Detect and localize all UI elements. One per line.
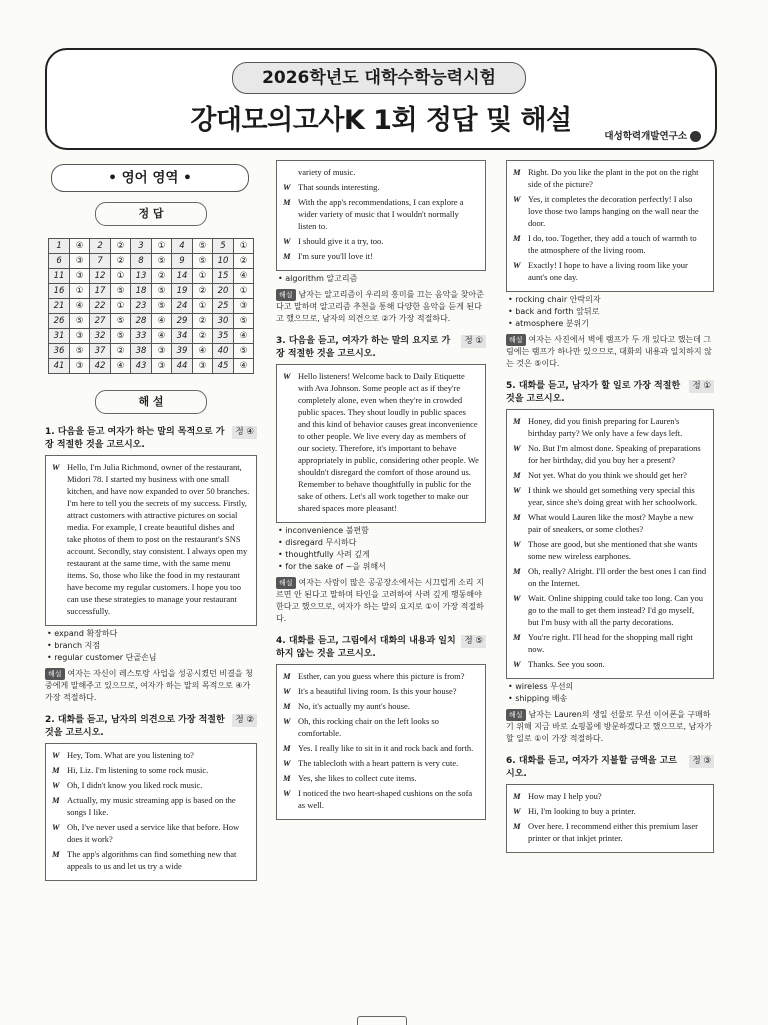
question-number: 12	[89, 269, 110, 284]
speaker-label: W	[52, 462, 60, 472]
explanation-tag: 해설	[276, 289, 296, 301]
dialogue-text: variety of music.	[298, 167, 356, 177]
answer-choice: ①	[234, 284, 254, 299]
dialogue-text: I think we should get something very special this year, since she's doing great with her schoolwork.	[528, 485, 698, 507]
dialogue-line	[513, 442, 707, 466]
dialogue-line	[513, 469, 707, 481]
dialogue-line	[513, 484, 707, 508]
dialogue-line	[513, 538, 707, 562]
dialogue-text: Yes, she likes to collect cute items.	[298, 773, 417, 783]
question-number: 15	[212, 269, 233, 284]
dialogue-text: Thanks. See you soon.	[528, 659, 605, 669]
dialogue-text: Wait. Online shipping could take too long. Can you go to the mall to get them instead? I'd go myself, but I'm busy with all the party decorations.	[528, 593, 703, 627]
question-number: 21	[49, 299, 70, 314]
institute-label	[604, 128, 701, 142]
speaker-label: W	[283, 371, 291, 381]
institute-name: 대성학력개발연구소	[604, 131, 687, 142]
answer-choice: ①	[152, 239, 172, 254]
column-2	[276, 160, 486, 820]
answer-heading: 정 답	[95, 202, 207, 226]
dialogue-text: Right. Do you like the plant in the pot on the right side of the picture?	[528, 167, 699, 189]
speaker-label: M	[513, 167, 521, 177]
answer-mark: 정 ①	[461, 335, 486, 348]
speaker-label: W	[513, 443, 521, 453]
question-number: 5	[212, 239, 233, 254]
question-number: 17	[89, 284, 110, 299]
dialogue-line	[513, 592, 707, 628]
answer-choice: ②	[193, 329, 213, 344]
question-number: 19	[171, 284, 192, 299]
answer-row	[49, 329, 254, 344]
vocab-item: • back and forth 앞뒤로	[508, 306, 714, 318]
answer-row	[49, 344, 254, 359]
vocab-item: • shipping 배송	[508, 693, 714, 705]
answer-choice: ⑤	[193, 239, 213, 254]
script-box	[276, 364, 486, 523]
dialogue-line	[283, 757, 479, 769]
dialogue-text: Esther, can you guess where this picture is from?	[298, 671, 465, 681]
dialogue-line	[283, 250, 479, 262]
dialogue-text: Those are good, but she mentioned that she wants some new wireless earphones.	[528, 539, 698, 561]
speaker-label: M	[513, 791, 521, 801]
question-5	[506, 380, 714, 745]
dialogue-line	[513, 805, 707, 817]
header-box	[45, 48, 717, 150]
speaker-label: M	[283, 251, 291, 261]
speaker-label: W	[513, 593, 521, 603]
question-number: 3	[130, 239, 151, 254]
dialogue-text: Honey, did you finish preparing for Lauren's birthday party? We only have a few days left.	[528, 416, 683, 438]
question-6	[506, 755, 714, 853]
answer-choice: ③	[152, 359, 172, 374]
question-number: 9	[171, 254, 192, 269]
vocab-item: • algorithm 알고리즘	[278, 273, 486, 285]
answer-choice: ②	[234, 254, 254, 269]
speaker-label: W	[513, 485, 521, 495]
vocab-item: • for the sake of ~을 위해서	[278, 561, 486, 573]
dialogue-line	[283, 235, 479, 247]
answer-choice: ④	[152, 329, 172, 344]
question-number: 10	[212, 254, 233, 269]
question-number: 43	[130, 359, 151, 374]
dialogue-line	[283, 181, 479, 193]
vocab-item: • expand 확장하다	[47, 628, 257, 640]
vocab-item: • rocking chair 안락의자	[508, 294, 714, 306]
answer-mark: 정 ①	[689, 380, 714, 393]
question-number: 8	[130, 254, 151, 269]
dialogue-text: Oh, I didn't know you liked rock music.	[67, 780, 203, 790]
explanation-text: 해설 여자는 사람이 많은 공공장소에서는 시끄럽게 소리 지르면 안 된다고 말하며 타인을 고려하여 사려 깊게 행동해야 한다고 했으므로, 여자가 하는 말의 요지로 ①이 가장 적절하다.	[276, 578, 484, 623]
answer-choice: ①	[70, 284, 90, 299]
question-number: 41	[49, 359, 70, 374]
dialogue-line	[513, 166, 707, 190]
question-number: 29	[171, 314, 192, 329]
answer-mark: 정 ⑤	[461, 635, 486, 648]
answer-choice: ③	[70, 254, 90, 269]
dialogue-text: Hello listeners! Welcome back to Daily Etiquette with Ava Johnson. Some people act as if they're completely alone, even when they're in crowded public spaces. They shout loudly in public spaces and this kind of behavior causes great inconvenience to other people. We live every day as members of our society. Therefore, it's important to behave appropriately in public, considering other people. We shouldn't disregard the comfort of those around us. Remember to behave thoughtfully in public for the sake of others. Let's all work together to make our shared spaces more pleasant!	[298, 371, 479, 513]
dialogue-line	[283, 700, 479, 712]
vocab-item: • regular customer 단골손님	[47, 652, 257, 664]
vocab-item: • thoughtfully 사려 깊게	[278, 549, 486, 561]
explanation-tag: 해설	[45, 668, 65, 680]
question-number: 13	[130, 269, 151, 284]
speaker-label: M	[513, 470, 521, 480]
answer-row	[49, 359, 254, 374]
dialogue-line	[52, 848, 250, 872]
question-4	[276, 635, 486, 820]
answer-choice: ③	[152, 344, 172, 359]
answer-choice: ③	[193, 359, 213, 374]
dialogue-text: The app's algorithms can find something new that appeals to us and let us try a wide	[67, 849, 237, 871]
dialogue-line	[513, 631, 707, 655]
vocab-item: • wireless 무선의	[508, 681, 714, 693]
speaker-label: M	[513, 233, 521, 243]
dialogue-text: Oh, this rocking chair on the left looks so comfortable.	[298, 716, 439, 738]
answer-choice: ⑤	[70, 314, 90, 329]
answer-choice: ④	[193, 344, 213, 359]
dialogue-text: Oh, really? Alright. I'll order the best ones I can find on the Internet.	[528, 566, 707, 588]
script-box	[45, 743, 257, 881]
answer-choice: ①	[193, 299, 213, 314]
dialogue-line	[52, 779, 250, 791]
answer-choice: ⑤	[111, 314, 131, 329]
dialogue-text: Hi, Liz. I'm listening to some rock music.	[67, 765, 209, 775]
dialogue-text: Over here. I recommend either this premium laser printer or that inkjet printer.	[528, 821, 698, 843]
answer-choice: ②	[193, 314, 213, 329]
speaker-label: M	[283, 701, 291, 711]
answer-choice: ③	[234, 299, 254, 314]
question-number: 2	[89, 239, 110, 254]
answer-choice: ②	[111, 344, 131, 359]
explanation-heading: 해 설	[95, 390, 207, 414]
question-number: 33	[130, 329, 151, 344]
dialogue-text: Yes. I really like to sit in it and rock back and forth.	[298, 743, 474, 753]
question-number: 26	[49, 314, 70, 329]
speaker-label: W	[52, 822, 60, 832]
question-number: 6	[49, 254, 70, 269]
speaker-label: W	[513, 806, 521, 816]
answer-choice: ④	[70, 299, 90, 314]
question-number: 24	[171, 299, 192, 314]
question-number: 32	[89, 329, 110, 344]
dialogue-text: You're right. I'll head for the shopping mall right now.	[528, 632, 693, 654]
question-2-continued	[276, 160, 486, 325]
question-3	[276, 335, 486, 625]
question-number: 16	[49, 284, 70, 299]
answer-row	[49, 269, 254, 284]
answer-choice: ③	[70, 329, 90, 344]
dialogue-line	[513, 193, 707, 229]
script-box	[506, 409, 714, 679]
question-number: 44	[171, 359, 192, 374]
speaker-label: M	[283, 743, 291, 753]
explanation-text: 해설 여자는 사진에서 벽에 램프가 두 개 있다고 했는데 그림에는 램프가 하나만 있으므로, 대화의 내용과 일치하지 않는 것은 ⑤이다.	[506, 335, 712, 368]
dialogue-line	[52, 764, 250, 776]
answer-table	[48, 238, 254, 374]
question-number: 18	[130, 284, 151, 299]
question-number: 40	[212, 344, 233, 359]
speaker-label: W	[283, 716, 291, 726]
question-heading: 정 ③ 6. 대화를 듣고, 여자가 지불할 금액을 고르시오.	[506, 755, 714, 781]
script-box	[276, 160, 486, 271]
dialogue-line	[513, 658, 707, 670]
speaker-label: W	[283, 686, 291, 696]
dialogue-line	[513, 232, 707, 256]
dialogue-text: I should give it a try, too.	[298, 236, 384, 246]
vocab-list	[508, 681, 714, 705]
speaker-label: M	[513, 632, 521, 642]
answer-row	[49, 314, 254, 329]
speaker-label: M	[52, 765, 60, 775]
speaker-label: M	[513, 512, 521, 522]
speaker-label: W	[513, 659, 521, 669]
answer-choice: ⑤	[70, 344, 90, 359]
question-number: 36	[49, 344, 70, 359]
answer-choice: ①	[193, 269, 213, 284]
dialogue-text: Oh, I've never used a service like that before. How does it work?	[67, 822, 240, 844]
dialogue-line	[513, 565, 707, 589]
script-box	[45, 455, 257, 626]
dialogue-line	[52, 749, 250, 761]
script-box	[276, 664, 486, 820]
script-box	[506, 784, 714, 853]
answer-choice: ④	[234, 329, 254, 344]
answer-choice: ④	[70, 239, 90, 254]
question-heading: 정 ② 2. 대화를 듣고, 남자의 의견으로 가장 적절한 것을 고르시오.	[45, 714, 257, 740]
question-4-continued	[506, 160, 714, 370]
answer-choice: ①	[111, 299, 131, 314]
question-number: 34	[171, 329, 192, 344]
dialogue-text: No. But I'm almost done. Speaking of preparations for her birthday, did you buy her a present?	[528, 443, 701, 465]
answer-row	[49, 299, 254, 314]
speaker-label	[283, 166, 296, 178]
dialogue-line	[283, 742, 479, 754]
vocab-list	[47, 628, 257, 664]
speaker-label: M	[513, 821, 521, 831]
question-heading: 정 ① 3. 다음을 듣고, 여자가 하는 말의 요지로 가장 적절한 것을 고르시오.	[276, 335, 486, 361]
question-number: 28	[130, 314, 151, 329]
dialogue-text: The tablecloth with a heart pattern is very cute.	[298, 758, 459, 768]
answer-choice: ⑤	[234, 344, 254, 359]
explanation-tag: 해설	[506, 334, 526, 346]
dialogue-text: Hello, I'm Julia Richmond, owner of the restaurant, Midori 78. I started my business with one small kitchen, and have now expanded to over 50 branches. I'm here to tell you the secrets of my success. Firstly, attract customers with attractive pictures on social media. For example, I create beautiful dishes and take photos of them to post on the restaurant's SNS account. Secondly, stay consistent. I always open my restaurant at the same time, with the same menu items. So, those who like the food in my restaurant have become my regular customers. I hope you too can use these strategies to manage your restaurant successfully.	[67, 462, 250, 616]
dialogue-line	[52, 461, 250, 617]
dialogue-line	[283, 685, 479, 697]
institute-logo-icon	[690, 131, 701, 142]
speaker-label: W	[283, 182, 291, 192]
question-number: 20	[212, 284, 233, 299]
dialogue-line	[52, 794, 250, 818]
answer-choice: ④	[234, 359, 254, 374]
answer-choice: ⑤	[152, 254, 172, 269]
speaker-label: W	[513, 194, 521, 204]
answer-row	[49, 284, 254, 299]
page-title: 강대모의고사K 1회 정답 및 해설	[190, 105, 572, 136]
speaker-label: M	[513, 566, 521, 576]
answer-row	[49, 254, 254, 269]
question-number: 35	[212, 329, 233, 344]
answer-choice: ④	[234, 269, 254, 284]
explanation-text: 해설 남자는 알고리즘이 우리의 흥미를 끄는 음악을 찾아준다고 말하며 알고리즘 추천을 통해 다양한 음악을 듣게 된다고 했으므로, 남자의 의견으로 ②가 가장 적절하다.	[276, 290, 484, 323]
script-box	[506, 160, 714, 292]
speaker-label: W	[283, 236, 291, 246]
question-number: 22	[89, 299, 110, 314]
question-number: 4	[171, 239, 192, 254]
speaker-label: W	[52, 780, 60, 790]
dialogue-text: I'm sure you'll love it!	[298, 251, 373, 261]
speaker-label: W	[283, 758, 291, 768]
question-heading: 정 ⑤ 4. 대화를 듣고, 그림에서 대화의 내용과 일치하지 않는 것을 고르시오.	[276, 635, 486, 661]
question-number: 37	[89, 344, 110, 359]
answer-mark: 정 ③	[689, 755, 714, 768]
dialogue-line	[283, 370, 479, 514]
answer-choice: ①	[234, 239, 254, 254]
question-1	[45, 426, 257, 704]
speaker-label: M	[52, 795, 60, 805]
question-number: 25	[212, 299, 233, 314]
answer-choice: ④	[111, 359, 131, 374]
dialogue-line	[283, 787, 479, 811]
answer-choice: ⑤	[234, 314, 254, 329]
question-number: 11	[49, 269, 70, 284]
speaker-label: M	[283, 773, 291, 783]
answer-choice: ⑤	[111, 284, 131, 299]
dialogue-text: It's a beautiful living room. Is this your house?	[298, 686, 457, 696]
dialogue-line	[52, 821, 250, 845]
question-number: 42	[89, 359, 110, 374]
question-number: 31	[49, 329, 70, 344]
dialogue-line	[283, 166, 479, 178]
answer-choice: ②	[193, 284, 213, 299]
subject-label: • 영어 영역 •	[51, 164, 249, 192]
answer-choice: ②	[152, 269, 172, 284]
vocab-list	[278, 273, 486, 285]
dialogue-line	[283, 670, 479, 682]
answer-mark: 정 ④	[232, 426, 257, 439]
dialogue-text: Hi, I'm looking to buy a printer.	[528, 806, 636, 816]
speaker-label: M	[283, 197, 291, 207]
column-3	[506, 160, 714, 853]
answer-choice: ⑤	[152, 299, 172, 314]
answer-choice: ⑤	[193, 254, 213, 269]
explanation-tag: 해설	[276, 577, 296, 589]
question-number: 27	[89, 314, 110, 329]
answer-choice: ②	[111, 239, 131, 254]
question-heading: 정 ④ 1. 다음을 듣고 여자가 하는 말의 목적으로 가장 적절한 것을 고르시오.	[45, 426, 257, 452]
dialogue-line	[513, 511, 707, 535]
vocab-item: • inconvenience 불편함	[278, 525, 486, 537]
answer-mark: 정 ②	[232, 714, 257, 727]
explanation-text: 해설 남자는 Lauren의 생일 선물로 무선 이어폰을 구매하기 위해 지금 바로 쇼핑몰에 방문하겠다고 했으므로, 남자가 할 일로 ①이 가장 적절하다.	[506, 710, 712, 743]
dialogue-text: Hey, Tom. What are you listening to?	[67, 750, 194, 760]
explanation-text: 해설 여자는 자신이 레스토랑 사업을 성공시켰던 비결을 청중에게 말해주고 있으므로, 여자가 하는 말의 목적으로 ④가 가장 적절하다.	[45, 669, 253, 702]
dialogue-text: No, it's actually my aunt's house.	[298, 701, 410, 711]
speaker-label: W	[283, 788, 291, 798]
answer-choice: ④	[152, 314, 172, 329]
dialogue-line	[283, 715, 479, 739]
question-number: 23	[130, 299, 151, 314]
speaker-label: W	[513, 260, 521, 270]
speaker-label: M	[52, 849, 60, 859]
dialogue-line	[513, 415, 707, 439]
explanation-tag: 해설	[506, 709, 526, 721]
dialogue-line	[283, 772, 479, 784]
question-heading: 정 ① 5. 대화를 듣고, 남자가 할 일로 가장 적절한 것을 고르시오.	[506, 380, 714, 406]
question-number: 45	[212, 359, 233, 374]
dialogue-text: Yes, it completes the decoration perfectly! I also love those two lamps hanging on the wall near the door.	[528, 194, 699, 228]
question-number: 39	[171, 344, 192, 359]
dialogue-text: How may I help you?	[528, 791, 602, 801]
vocab-item: • atmosphere 분위기	[508, 318, 714, 330]
dialogue-text: That sounds interesting.	[298, 182, 380, 192]
dialogue-line	[283, 196, 479, 232]
answer-choice: ③	[70, 269, 90, 284]
dialogue-text: I do, too. Together, they add a touch of warmth to the atmosphere of the living room.	[528, 233, 697, 255]
answer-row	[49, 239, 254, 254]
vocab-item: • disregard 무시하다	[278, 537, 486, 549]
speaker-label: M	[513, 416, 521, 426]
answer-choice: ①	[111, 269, 131, 284]
question-number: 7	[89, 254, 110, 269]
question-number: 30	[212, 314, 233, 329]
dialogue-text: I noticed the two heart-shaped cushions on the sofa as well.	[298, 788, 473, 810]
vocab-list	[278, 525, 486, 573]
column-1	[45, 160, 257, 881]
question-2	[45, 714, 257, 881]
answer-choice: ⑤	[152, 284, 172, 299]
dialogue-text: What would Lauren like the most? Maybe a new pair of sneakers, or some clothes?	[528, 512, 694, 534]
dialogue-line	[513, 259, 707, 283]
dialogue-text: Exactly! I hope to have a living room like your aunt's one day.	[528, 260, 688, 282]
question-number: 38	[130, 344, 151, 359]
dialogue-text: Not yet. What do you think we should get her?	[528, 470, 687, 480]
answer-choice: ②	[111, 254, 131, 269]
dialogue-text: With the app's recommendations, I can explore a wider variety of music that I wouldn't normally listen to.	[298, 197, 464, 231]
dialogue-line	[513, 790, 707, 802]
question-number: 1	[49, 239, 70, 254]
answer-choice: ⑤	[111, 329, 131, 344]
vocab-list	[508, 294, 714, 330]
speaker-label: M	[283, 671, 291, 681]
question-number: 14	[171, 269, 192, 284]
speaker-label: W	[513, 539, 521, 549]
speaker-label: W	[52, 750, 60, 760]
dialogue-line	[513, 820, 707, 844]
exam-name: 2026학년도 대학수학능력시험	[232, 62, 526, 94]
answer-choice: ③	[70, 359, 90, 374]
dialogue-text: Actually, my music streaming app is based on the songs I like.	[67, 795, 236, 817]
vocab-item: • branch 지점	[47, 640, 257, 652]
